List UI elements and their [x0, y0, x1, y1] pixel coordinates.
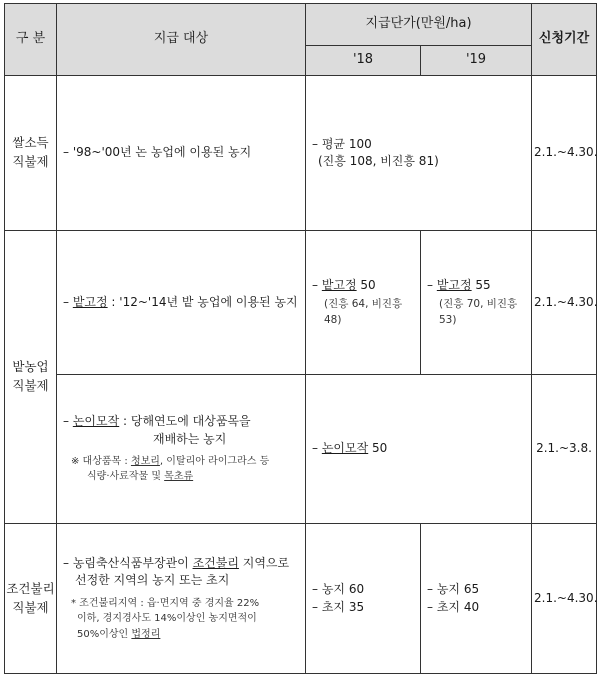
field-fixed-price-19-detail: (진흥 70, 비진흥 53): [439, 298, 518, 326]
header-category: 구 분: [5, 4, 57, 76]
cond-category: [5, 524, 57, 674]
cond-target: – 농림축산식품부장관이 조건불리 지역으로 선정한 지역의 농지 또는 초지 * 조건불리지역 : 읍·면지역 중 경지율 22% 이하, 경지경사도 14%이상인 농지면적이 50%이상인 법정리: [57, 524, 306, 674]
field-fixed-price-19: – 밭고정 55 (진흥 70, 비진흥 53): [421, 231, 532, 375]
field-category: [5, 231, 57, 524]
cond-price-19: – 농지 65 – 초지 40: [421, 524, 532, 674]
rice-category: [5, 76, 57, 231]
field-paddy-period: 2.1.~3.8.: [532, 375, 597, 524]
header-unit-price: 지급단가(만원/ha): [306, 4, 532, 46]
direct-payment-table: [4, 3, 597, 674]
header-period: 신청기간: [532, 4, 597, 76]
rice-category-text: 쌀소득 직불제: [12, 135, 49, 169]
cond-period: 2.1.~4.30.: [532, 524, 597, 674]
rice-price-average: – 평균 100: [312, 136, 372, 151]
cond-price-18: – 농지 60 – 초지 35: [306, 524, 421, 674]
header-target: 지급 대상: [57, 4, 306, 76]
rice-target: – '98~'00년 논 농업에 이용된 농지: [57, 76, 306, 231]
row-field-paddy: [5, 375, 597, 524]
field-category-text: 밭농업 직불제: [12, 359, 49, 393]
field-paddy-price: – 논이모작 50: [306, 375, 532, 524]
header-year-18: '18: [306, 46, 421, 76]
field-paddy-note: ※ 대상품목 : 청보리, 이탈리아 라이그라스 등 식량·사료작물 및 목초류: [71, 455, 270, 483]
rice-price-detail: (진흥 108, 비진흥 81): [318, 154, 439, 168]
field-fixed-price-18: – 밭고정 50 (진흥 64, 비진흥 48): [306, 231, 421, 375]
cond-category-text: 조건불리 직불제: [6, 580, 55, 615]
row-rice: [5, 76, 597, 231]
field-paddy-target: – 논이모작 : 당해연도에 대상품목을 재배하는 농지 ※ 대상품목 : 청보리, 이탈리아 라이그라스 등 식량·사료작물 및 목초류: [57, 375, 306, 524]
rice-price: [306, 76, 532, 231]
field-fixed-period: 2.1.~4.30.: [532, 231, 597, 375]
field-fixed-keyword: 밭고정: [72, 294, 108, 309]
row-field-fixed: [5, 231, 597, 375]
header-year-19: '19: [421, 46, 532, 76]
row-conditional: [5, 524, 597, 674]
cond-note: * 조건불리지역 : 읍·면지역 중 경지율 22% 이하, 경지경사도 14%이상인 농지면적이 50%이상인 법정리: [71, 597, 260, 640]
field-paddy-keyword: 논이모작: [72, 414, 120, 429]
rice-period: 2.1.~4.30.: [532, 76, 597, 231]
field-fixed-price-18-detail: (진흥 64, 비진흥 48): [324, 298, 403, 326]
field-fixed-target: – 밭고정 : '12~'14년 밭 농업에 이용된 농지: [57, 231, 306, 375]
